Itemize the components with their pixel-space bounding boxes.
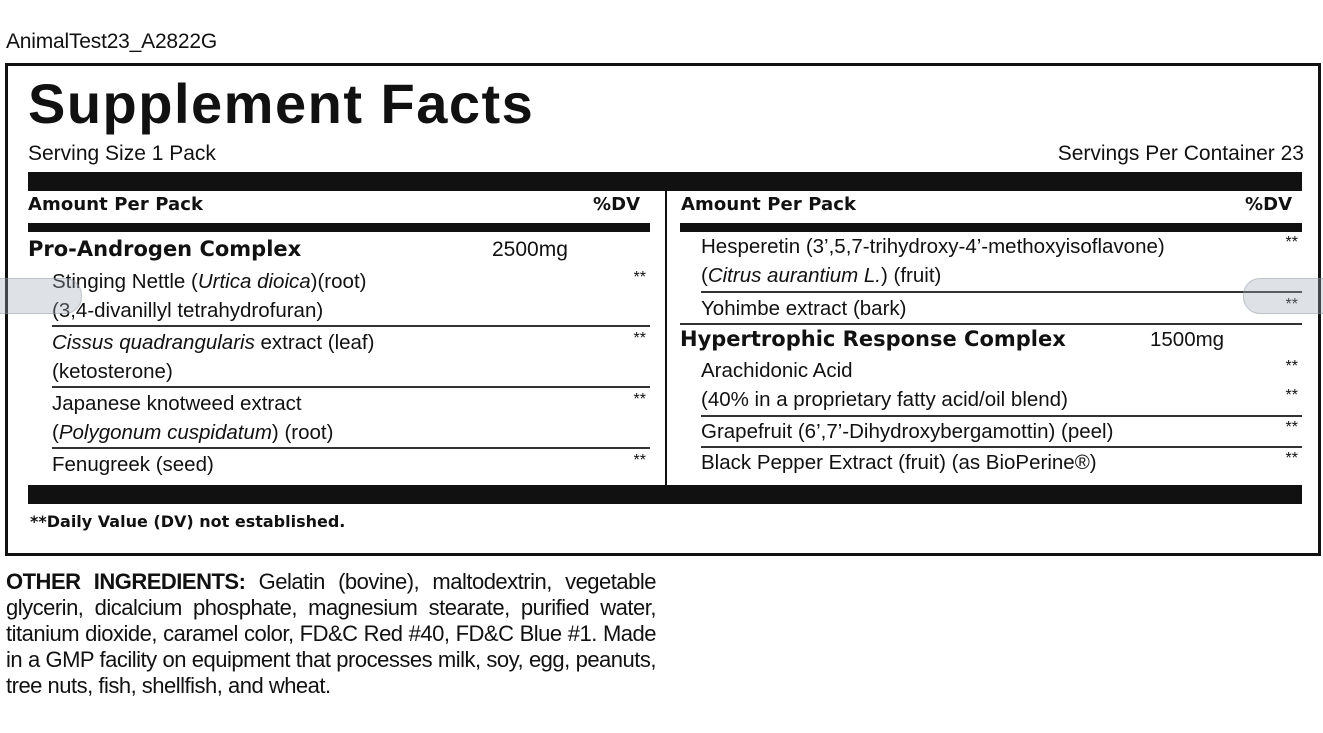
row-divider bbox=[52, 386, 650, 388]
bottom-divider-bar bbox=[28, 485, 1302, 504]
ingredient-hesperetin: Hesperetin (3’,5,7-trihydroxy-4’-methoxyisoflavone) (Citrus aurantium L.) (fruit) bbox=[701, 235, 1165, 287]
servings-per-container: Servings Per Container 23 bbox=[1057, 142, 1304, 165]
left-dv-header: %DV bbox=[593, 194, 641, 215]
scroll-left-handle[interactable] bbox=[0, 278, 82, 314]
dv-japanese-knotweed: ** bbox=[633, 391, 646, 408]
ingredient-grapefruit: Grapefruit (6’,7’-Dihydroxybergamottin) (peel) bbox=[701, 420, 1114, 443]
other-ingredients-text: Gelatin (bovine), maltodextrin, vegetable glycerin, dicalcium phosphate, magnesium stearate, purified water, titanium dioxide, caramel color, FD&C Red #40, FD&C Blue #1. Made in a GMP facility on equipment that processes milk, soy, egg, peanuts, tree nuts, fish, shellfish, and wheat. bbox=[6, 569, 656, 698]
ingredient-black-pepper: Black Pepper Extract (fruit) (as BioPerine®) bbox=[701, 451, 1097, 474]
right-amount-header: Amount Per Pack bbox=[681, 194, 857, 215]
dv-grapefruit: ** bbox=[1285, 419, 1298, 436]
row-divider bbox=[52, 325, 650, 327]
ingredient-stinging-nettle: Stinging Nettle (Urtica dioica)(root) (3,4-divanillyl tetrahydrofuran) bbox=[52, 270, 367, 322]
supplement-facts-panel bbox=[5, 63, 1321, 556]
dv-fenugreek: ** bbox=[633, 452, 646, 469]
ingredient-yohimbe: Yohimbe extract (bark) bbox=[701, 297, 907, 320]
file-label: AnimalTest23_A2822G bbox=[6, 30, 217, 53]
dv-arachidonic-acid: ** bbox=[1285, 358, 1298, 375]
dv-footnote: **Daily Value (DV) not established. bbox=[30, 512, 346, 531]
ingredient-fenugreek: Fenugreek (seed) bbox=[52, 453, 214, 476]
dv-hesperetin: ** bbox=[1285, 234, 1298, 251]
other-ingredients bbox=[6, 569, 656, 699]
right-complex-name: Hypertrophic Response Complex bbox=[680, 327, 1066, 351]
serving-size: Serving Size 1 Pack bbox=[28, 142, 216, 165]
ingredient-cissus: Cissus quadrangularis extract (leaf) (ketosterone) bbox=[52, 331, 375, 383]
right-complex-amount: 1500mg bbox=[1150, 328, 1225, 351]
ingredient-japanese-knotweed: Japanese knotweed extract (Polygonum cuspidatum) (root) bbox=[52, 392, 334, 444]
left-complex-name: Pro-Androgen Complex bbox=[28, 237, 302, 261]
panel-title: Supplement Facts bbox=[28, 72, 535, 135]
row-divider bbox=[701, 291, 1302, 293]
dv-yohimbe: ** bbox=[1285, 296, 1298, 313]
ingredient-arachidonic-acid: Arachidonic Acid bbox=[701, 359, 853, 382]
dv-black-pepper: ** bbox=[1285, 450, 1298, 467]
row-divider bbox=[52, 447, 650, 449]
right-dv-header: %DV bbox=[1245, 194, 1293, 215]
ingredient-fatty-acid-blend: (40% in a proprietary fatty acid/oil blend) bbox=[701, 388, 1068, 411]
left-amount-header: Amount Per Pack bbox=[28, 194, 204, 215]
top-divider-bar bbox=[28, 172, 1302, 191]
scroll-right-handle[interactable] bbox=[1243, 278, 1323, 314]
left-complex-amount: 2500mg bbox=[492, 238, 568, 261]
other-ingredients-label: OTHER INGREDIENTS: bbox=[6, 569, 246, 594]
dv-stinging-nettle: ** bbox=[633, 269, 646, 286]
dv-cissus: ** bbox=[633, 330, 646, 347]
left-header-bar bbox=[28, 223, 650, 232]
right-header-bar bbox=[680, 223, 1302, 232]
dv-fatty-acid-blend: ** bbox=[1285, 387, 1298, 404]
column-divider bbox=[665, 191, 667, 485]
